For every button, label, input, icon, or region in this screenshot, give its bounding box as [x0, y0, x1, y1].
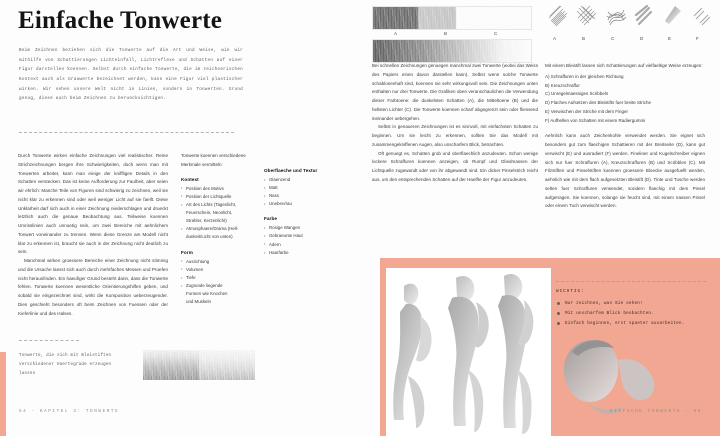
list-items-farbe [264, 224, 346, 257]
right-body-text [372, 62, 538, 185]
list-item-continuation: dunkeit/Licht von unten) [186, 234, 233, 240]
pencil-tone-swatch [143, 350, 255, 380]
list-group-form [181, 250, 259, 307]
divider-dashed-caption [19, 340, 79, 341]
left-body-column [18, 152, 168, 319]
feature-list-column-2 [264, 152, 346, 265]
techniques-intro: Mit einem Bleistift lassen sich Schattierungen auf vielfaeltige Weise erzeugen: [545, 63, 703, 68]
figure-study-illustration [386, 268, 551, 436]
right-column-b [545, 62, 705, 211]
intro-paragraph: Beim Zeichnen beziehen sich die Tonwerte auf die Art und Weise, wie wir mithilfe von Schattierungen Lichteinfall, Lichtreflexe und Schatten auf einer Figur darstellen koennen. Selbst durch einfache Tonwerte, die im zeichnerischen Kontext auch als Grauwerte bezeichnet werden, kann eine Figur viel plastischer wirken. Wir sehen unsere Welt nicht in Linien, sondern in Tonwerten. Grund genug, diese auch beim Zeichnen zu beruecksichtigen. [19, 48, 243, 102]
hatch-label-b: B [582, 36, 586, 41]
hatch-label-c: C [611, 36, 615, 41]
right-column-a [372, 62, 538, 185]
figure-caption: Tonwerte, die sich mit Bleistiften verschiedener Haertegrade erzeugen lassen [19, 354, 112, 376]
technique-item-b: B) Kreuzschraffur [545, 82, 580, 88]
hatch-sample-e-icon [661, 2, 685, 32]
technique-item-a: A) Schraffuren in der gleichen Richtung [545, 73, 624, 79]
list-heading-form: Form [181, 249, 193, 255]
page-title: Einfache Tonwerte [18, 7, 223, 34]
list-item: • Atmosphaere/Drama (Hell- [181, 225, 259, 233]
technique-item-e: E) Verwischen der Striche mit dem Finger [545, 108, 629, 114]
callout-title: WICHTIG: [556, 289, 585, 294]
hatch-sample-labels [540, 36, 712, 46]
list-item: • Matt [264, 184, 346, 192]
technique-item-f: F) Aufhellen von Schatten mit einem Radiergummi [545, 117, 646, 123]
hatch-sample-d-icon [633, 2, 657, 32]
hatch-sample-b-icon [575, 2, 599, 32]
feature-list-column-1 [181, 152, 259, 314]
list-heading-kontext: Kontext [181, 176, 199, 182]
list-item: • Art des Lichts (Tageslicht, [181, 201, 259, 209]
list-group-oberflaeche [264, 168, 346, 209]
list-item: • Position des Motivs [181, 185, 259, 193]
callout-list [556, 299, 706, 328]
body-text-block [18, 152, 168, 319]
hatch-sample-a-icon [546, 2, 570, 32]
list-items-form [181, 258, 259, 307]
hatch-label-d: D [640, 36, 644, 41]
hatch-label-f: F [696, 36, 699, 41]
paper-grain-overlay [143, 350, 255, 380]
hatching-samples [540, 2, 712, 52]
list-items-oberflaeche [264, 176, 346, 209]
list-item: • Position der Lichtquelle [181, 193, 259, 201]
list-items-kontext [181, 185, 259, 242]
body-paragraph-1: Durch Tonwerte wirken einfache Zeichnungen viel realistischer. Reine Strichzeichnungen bergen ihre Schwierigkeiten, doch wenn man mit Tonwerten arbeitet, kann man einige der kniffligen Details in den Schatten verstecken. Das ist keine Aufforderung zur Faulheit, aber seien wir ehrlich: Manche Teile von Figuren sind schwierig zu zeichnen, weil sie nicht klar zu erkennen sind oder weil weniger Licht auf sie faellt. Diese Unklarheit darf sich auch in einer Zeichnung niederschlagen und drueckt letztlich auch die genaue Beobachtung aus. Teilweise koennen Umrisslinien auch unnoetig sein, um zwei Bereiche mit aehnlichem Tonwert voneinander zu trennen. Wenn diese Grenze am Modell nicht klar zu erkennen ist, braucht sie auch in der Zeichnung nicht deutlich zu sein. [18, 153, 168, 255]
hatch-label-a: A [553, 36, 557, 41]
list-item: • Rosige Wangen [264, 224, 346, 232]
divider-dashed-top [19, 132, 234, 133]
tone-label-c: C [494, 31, 498, 36]
folio-right: EINFACHE TONWERTE - 55 [610, 409, 702, 414]
list-group-farbe [264, 216, 346, 257]
tone-label-b: B [444, 31, 448, 36]
tone-bar-stepped [372, 6, 532, 30]
list-item-continuation: und Muskeln [186, 299, 211, 305]
pencil-techniques-intro [545, 62, 705, 71]
list-group-kontext [181, 177, 259, 242]
hatch-label-e: E [668, 36, 672, 41]
list-item: • Volumen [181, 266, 259, 274]
list-item-continuation: Formen wie Knochen [186, 291, 228, 297]
list-item: • Gebraeunte Haut [264, 232, 346, 240]
lists-lead: Tonwerte koennen verschiedene Merkmale vermitteln: [181, 153, 246, 167]
right-paragraph-3: Oft genuegt es, Schatten grob und oberflaechlich anzudeuten. Schon wenige lockere Schraffuren koennen anzeigen, ob Rumpf und Gliedmassen der Lichtquelle zugewandt oder von ihr abgewandt sind. Ein dicker Pinselstrich reicht aus, um den entsprechenden Schatten auf der Haelfte der Figur anzudeuten. [372, 150, 538, 182]
paper-grain-overlay [373, 7, 531, 29]
list-item: • Nass [264, 192, 346, 200]
tone-bar-gradient [372, 39, 532, 63]
callout-wichtig [556, 287, 706, 329]
figure-card [386, 268, 551, 436]
callout-item-1: Nur zeichnen, was Sie sehen! [556, 299, 706, 308]
list-item-continuation: Strahler, Kerzenlicht) [186, 218, 227, 224]
tone-label-a: A [394, 31, 398, 36]
hatch-sample-f-icon [689, 2, 713, 32]
list-item: • Zugrunde liegende [181, 282, 259, 290]
folio-left: 54 - KAPITEL 3: TONWERTE [19, 409, 120, 414]
pencil-techniques-list [545, 73, 705, 126]
hatch-sample-c-icon [604, 2, 628, 32]
right-paragraph-2: Selbst in genaueren Zeichnungen ist es sinnvoll, mit einfachsten Schatten zu beginnen. Um sie leicht zu erkennen, sollten Sie das Modell mit zusammengekniffenen Augen, also unscharfem Blick, betrachten. [372, 124, 538, 147]
charcoal-text [545, 132, 705, 211]
list-item: • Haarfarbe [264, 249, 346, 257]
divider-dashed-callout [556, 281, 706, 282]
paper-grain-overlay [373, 40, 531, 62]
accent-bar-left [0, 352, 6, 436]
technique-item-c: C) Unregelmaessiges Scribbeln [545, 91, 609, 97]
charcoal-paragraph: Aehnlich kann auch Zeichenkohle verwendet werden. Sie eignet sich besonders gut zum flaechigen Schattieren mit der Breitseite (D), kann gut verwischt (E) und ausradiert (F) werden. Fineliner und Kugelschreiber eignen sich nur fuer Schraffuren (A), Kreuzschraffuren (B) und Scribbles (C). Mit Filzstiften und Pinselstiften koennen groessere Bloecke ausgefuellt werden, aehnlich wie mit dem flach aufgesetzten Bleistift (D). Tinte und Tusche werden selten fuer Schraffuren verwendet, sondern flaechig mit dem Pinsel aufgetragen. Sie koennen, solange sie feucht sind, mit einem nassen Pinsel oder einem Tuch verwischt werden. [545, 133, 705, 209]
list-item: • Glaenzend [264, 176, 346, 184]
list-item: • Uneben/rau [264, 200, 346, 208]
technique-item-d: D) Flaches Aufsetzen des Bleistifts fuer breite Striche [545, 100, 652, 106]
list-item: • Adern [264, 241, 346, 249]
list-heading-farbe: Farbe [264, 216, 278, 222]
list-item: • Ausrichtung [181, 258, 259, 266]
tone-value-bars [372, 6, 532, 63]
list-item-continuation: Feuerschein, Neonlicht, [186, 209, 233, 215]
list-heading-oberflaeche: Oberflaeche und Textur [264, 167, 318, 173]
tone-bar-labels [372, 30, 532, 39]
list-item: • Tiefe [181, 274, 259, 282]
right-paragraph-1: Bei schnellen Zeichnungen genuegen manchmal zwei Tonwerte (wobei das Weiss des Papiers einen davon darstellen kann). Selbst wenn solche Tonwerte schablonenhaft sind, koennen sie sehr wirkungsvoll sein. Die Zeichnungen unten enthalten nur drei Tonwerte. Die Grafiken oben veranschaulichen die Verwendung dieser Farbtoene: die dunkelsten Schatten (A), die Mitteltoene (B) und die hellsten Lichter (C). Die Tonwerte koennen scharf abgegrenzt sein oder fliessend ineinander uebergehen. [372, 63, 538, 121]
callout-item-3: Einfach beginnen, erst spaeter ausarbeiten. [556, 319, 706, 328]
callout-item-2: Mit unscharfem Blick beobachten. [556, 309, 706, 318]
body-paragraph-2: Manchmal wirken groessere Bereiche einer Zeichnung nicht stimmig und die Ursache laesst sich auch durch mehrfaches Messen und Pruefen nicht herausfinden. Ein haeufiger Grund besteht darin, dass die Tonwerte fehlen. Tonwerte koennen wesentliche Orientierungshilfen geben, und sobald sie eingezeichnet sind, wirkt die Komposition ueberzeugender. Dies geschieht besonders oft beim Zeichnen von Fuessen oder der Kieferlinie und des Halses. [18, 258, 168, 316]
